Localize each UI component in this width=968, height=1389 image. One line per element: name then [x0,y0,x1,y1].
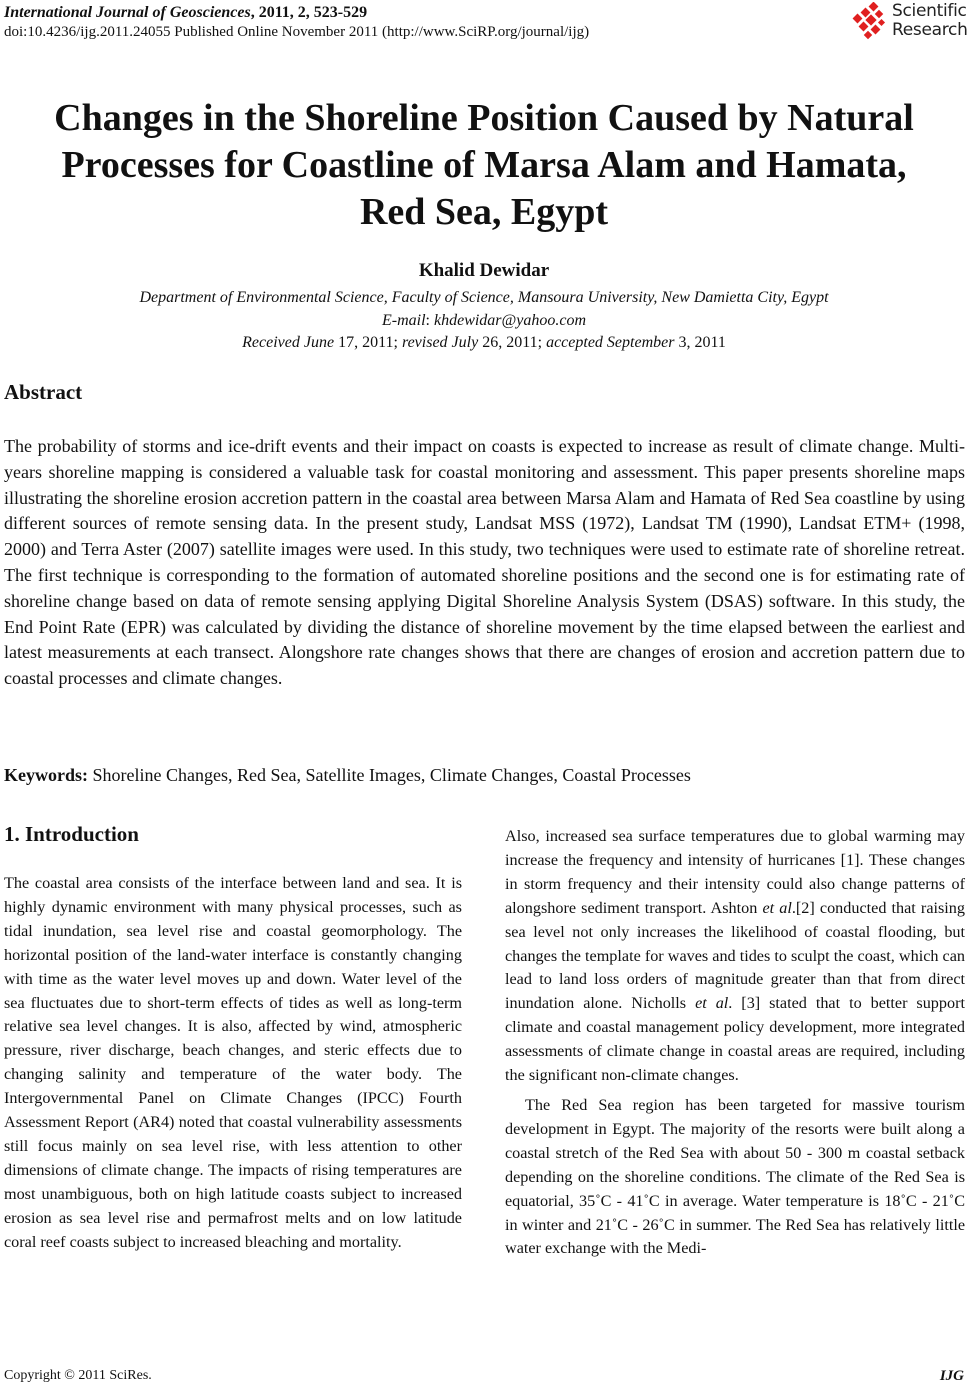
paragraph: The Red Sea region has been targeted for massive tourism development in Egypt. The majority of the resorts were built along a coastal stretch of the Red Sea with about 50 - 300 m coastal setback depending on the shoreline conditions. The climate of the Red Sea is equatorial, 35˚C - 41˚C in average. Water temperature is 18˚C - 21˚C in winter and 21˚C - 26˚C in summer. The Red Sea has relatively little water exchange with the Medi- [505,1095,965,1258]
abstract-heading: Abstract [4,380,83,404]
author-affiliation: Department of Environmental Science, Faculty of Science, Mansoura University, New Damietta City, Egypt [139,289,829,306]
introduction-left-column: The coastal area consists of the interface between land and sea. It is highly dynamic environment with many physical processes, such as tidal inundation, sea level rise and coastal geomorphology. The horizontal position of the land-water interface is constantly changing with time as the water level moves up and down. Water level of the sea fluctuates due to short-term effects of tides as well as long-term relative sea level changes. It is also, affected by wind, atmospheric pressure, river discharge, beach changes, and steric effects due to changing salinity and temperature of the water body. The Intergovernmental Panel on Climate Changes (IPCC) Fourth Assessment Report (AR4) noted that coastal vulnerability assessments still focus mainly on sea level rise, with less attention to other dimensions of climate change. The impacts of rising temperatures are most unambiguous, both on high latitude coasts subject to increased erosion as sea level rise and permafrost melts and on low latitude coral reef coasts subject to increased bleaching and mortality. [4,874,462,1251]
paper-title: Changes in the Shoreline Position Caused by Natural Processes for Coastline of Marsa Alam and Hamata, Red Sea, Egypt [54,97,914,233]
abstract-text: The probability of storms and ice-drift events and their impact on coasts is expected to increase as result of climate change. Multi-years shoreline mapping is considered a valuable task for coastal monitoring and assessment. This paper presents shoreline maps illustrating the shoreline erosion accretion pattern in the coastal area between Marsa Alam and Hamata of Red Sea coastline by using different sources of remote sensing data. In the present study, Landsat MSS (1972), Landsat TM (1990), Landsat ETM+ (1998, 2000) and Terra Aster (2007) satellite images were used. In this study, two techniques were used to estimate rate of shoreline retreat. The first technique is corresponding to the formation of automated shoreline positions and the second one is for estimating rate of shoreline change based on data of remote sensing applying Digital Shoreline Analysis System (DSAS) software. In this study, the End Point Rate (EPR) was calculated by dividing the distance of shoreline movement by the time elapsed between the earliest and latest measurements at each transect. Alongshore rate changes shows that there are changes of erosion and accretion pattern due to coastal processes and climate changes. [4,436,965,689]
keywords [4,764,691,786]
publisher-name: Scientific Research [892,1,968,40]
keywords-list: Shoreline Changes, Red Sea, Satellite Images, Climate Changes, Coastal Processes [88,765,691,785]
publisher-logo [848,2,968,44]
journal-name: International Journal of Geosciences [4,4,251,21]
scientific-research-diamond-logo-icon [848,2,890,42]
journal-volume-pages: , 2011, 2, 523-529 [250,4,368,21]
paragraph: Also, increased sea surface temperatures due to global warming may increase the frequency and intensity of hurricanes [1]. These changes in storm frequency and their intensity could also change patterns of alongshore sediment transport. Ashton et al.[2] conducted that raising sea level not only increases the likelihood of coastal flooding, but changes the template for waves and tides to sculpt the coast, which can lead to land loss orders of magnitude greater than that from direct inundation alone. Nicholls et al. [3] stated that to better support climate and coastal management policy development, more integrated assessments of climate change in coastal areas are required, including the significant non-climate changes. [505,827,965,1085]
keywords-label: Keywords: [4,765,88,785]
email-link[interactable]: khdewidar@yahoo.com [433,312,587,329]
publication-dates: Received June 17, 2011; revised July 26, 2011; accepted September 3, 2011 [242,334,726,351]
journal-abbreviation: IJG [939,1368,964,1384]
section-heading-introduction: 1. Introduction [4,822,139,846]
author-email: E-mail: khdewidar@yahoo.com [381,312,587,329]
doi-line: doi:10.4236/ijg.2011.24055 Published Online November 2011 (http://www.SciRP.org/journal/ijg) [4,24,590,40]
copyright-footer: Copyright © 2011 SciRes. [4,1368,152,1383]
introduction-right-column [505,825,965,1261]
author-name: Khalid Dewidar [418,260,550,281]
journal-citation [4,3,367,22]
